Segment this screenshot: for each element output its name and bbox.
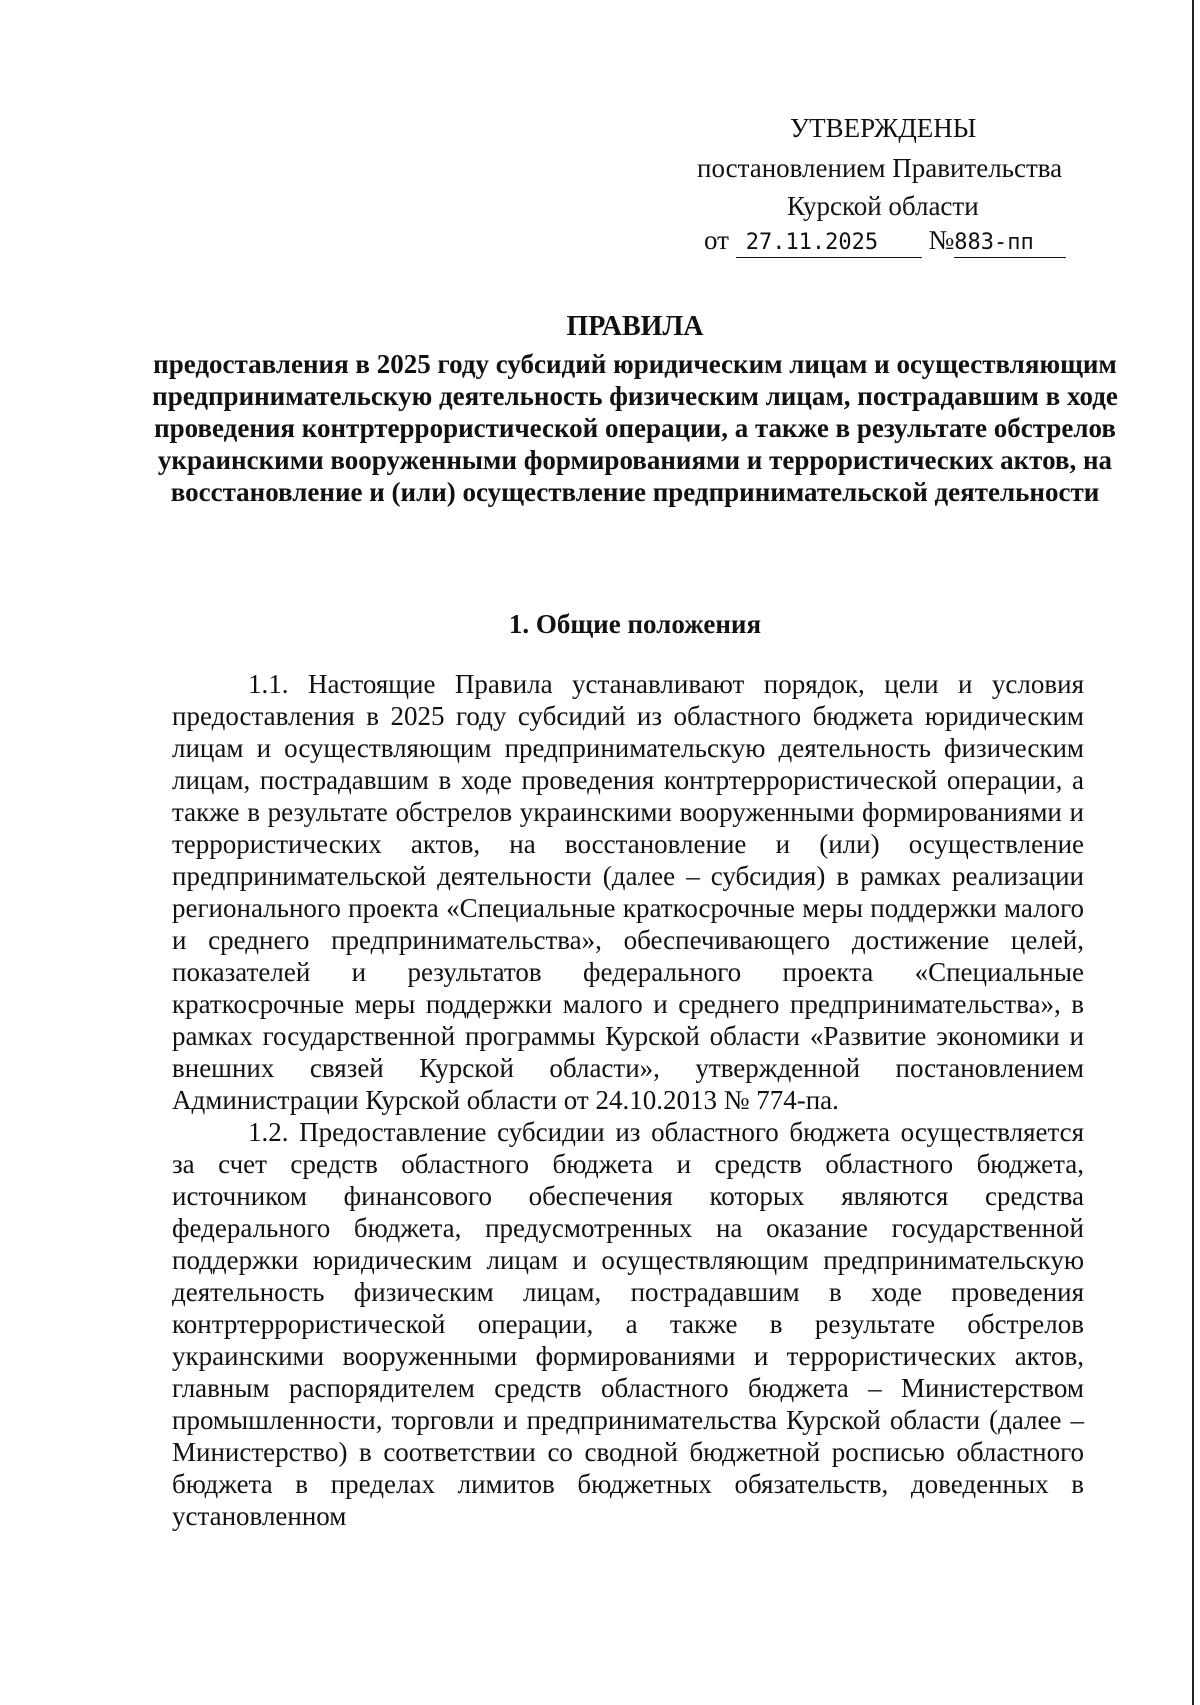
paragraph: 1.1. Настоящие Правила устанавливают порядок, цели и условия предоставления в 2025 году субсидий из областного бюджета юридическим лицам и осуществляющим предпринимательскую деятельность физическим лицам, пострадавшим в ходе проведения контртеррористической операции, а также в результате обстрелов украинскими вооруженными формированиями и террористических актов, на восстановление и (или) осуществление предпринимательской деятельности (далее – субсидия) в рамках реализации регионального проекта «Специальные краткосрочные меры поддержки малого и среднего предпринимательства», обеспечивающего достижение целей, показателей и результатов федерального проекта «Специальные краткосрочные меры поддержки малого и среднего предпринимательства», в рамках государственной программы Курской области «Развитие экономики и внешних связей Курской области», утвержденной постановлением Администрации Курской области от 24.10.2013 № 774-па. bbox=[172, 669, 1084, 1115]
approval-date-number bbox=[704, 224, 1084, 258]
section-heading: 1. Общие положения bbox=[508, 609, 762, 639]
number-prefix: № bbox=[928, 225, 955, 255]
document-heading: ПРАВИЛА bbox=[566, 311, 704, 342]
approval-authority: постановлением Правительства bbox=[697, 153, 1063, 183]
approval-region: Курской области bbox=[787, 191, 979, 221]
approval-title: УТВЕРЖДЕНЫ bbox=[790, 113, 977, 143]
paragraph: 1.2. Предоставление субсидии из областного бюджета осуществляется за счет средств областного бюджета и средств областного бюджета, источником финансового обеспечения которых являются средства федерального бюджета, предусмотренных на оказание государственной поддержки юридическим лицам и осуществляющим предпринимательскую деятельность физическим лицам, пострадавшим в ходе проведения контртеррористической операции, а также в результате обстрелов украинскими вооруженными формированиями и террористических актов, главным распорядителем средств областного бюджета – Министерством промышленности, торговли и предпринимательства Курской области (далее – Министерство) в соответствии со сводной бюджетной росписью областного бюджета в пределах лимитов бюджетных обязательств, доведенных в установленном bbox=[172, 1117, 1084, 1531]
approval-number: 883-пп bbox=[954, 229, 1066, 258]
document-subtitle: предоставления в 2025 году субсидий юридическим лицам и осуществляющим предпринимательскую деятельность физическим лицам, пострадавшим в ходе проведения контртеррористической операции, а также в результате обстрелов украинскими вооруженными формированиями и террористических актов, на восстановление и (или) осуществление предпринимательской деятельности bbox=[152, 349, 1118, 507]
approval-date: 27.11.2025 bbox=[736, 229, 922, 258]
document-title-block bbox=[150, 310, 1120, 508]
date-prefix: от bbox=[704, 225, 729, 255]
page-edge-line bbox=[1192, 0, 1194, 1705]
section-body bbox=[172, 668, 1084, 1532]
